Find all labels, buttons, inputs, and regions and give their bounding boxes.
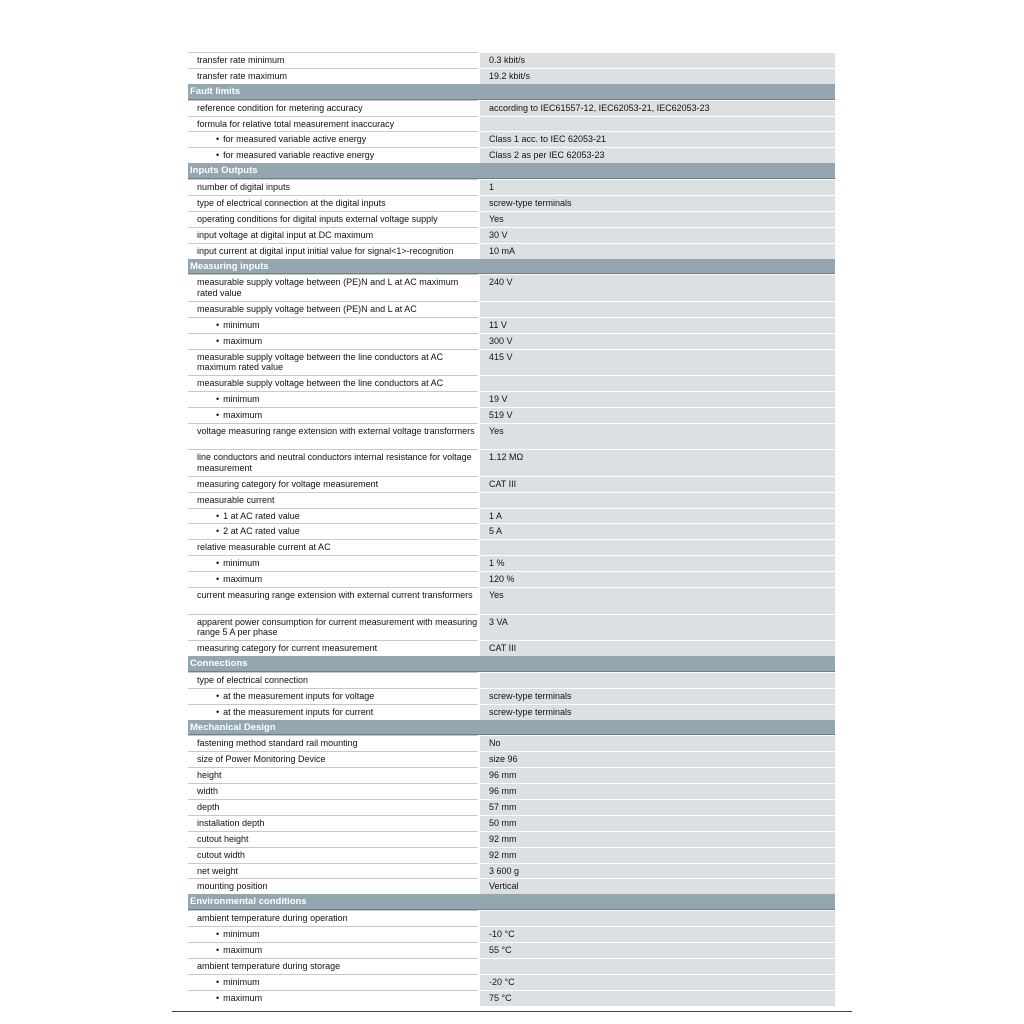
spec-value: CAT III [480,640,835,656]
spec-label: net weight [188,863,478,879]
spec-value [480,116,835,132]
spec-value [480,910,835,926]
spec-label: mounting position [188,878,478,894]
spec-label: measurable supply voltage between the line conductors at AC [188,375,478,391]
spec-value: according to IEC61557-12, IEC62053-21, IEC62053-23 [480,100,835,116]
spec-value: screw-type terminals [480,704,835,720]
spec-label: transfer rate minimum [188,52,478,68]
spec-row [188,68,835,84]
spec-value: 5 A [480,523,835,539]
spec-row [188,523,835,539]
spec-label: cutout height [188,831,478,847]
spec-row [188,301,835,317]
spec-row [188,974,835,990]
spec-row [188,333,835,349]
spec-value: 3 600 g [480,863,835,879]
spec-row [188,274,835,301]
section-header: Mechanical Design [188,720,835,736]
spec-label: • maximum [188,990,478,1006]
spec-label: • maximum [188,333,478,349]
spec-label: installation depth [188,815,478,831]
spec-row [188,555,835,571]
spec-row [188,211,835,227]
spec-row [188,878,835,894]
spec-value: 50 mm [480,815,835,831]
spec-value [480,672,835,688]
spec-value [480,539,835,555]
spec-row [188,863,835,879]
spec-value: 240 V [480,274,835,301]
spec-value: Yes [480,211,835,227]
section-header: Measuring inputs [188,259,835,275]
spec-label: • 1 at AC rated value [188,508,478,524]
spec-value: 1 A [480,508,835,524]
spec-row [188,815,835,831]
spec-value: 1.12 MΩ [480,449,835,476]
spec-row [188,317,835,333]
spec-value: 19.2 kbit/s [480,68,835,84]
spec-label: operating conditions for digital inputs external voltage supply [188,211,478,227]
spec-row [188,52,835,68]
spec-label: • minimum [188,974,478,990]
spec-row [188,476,835,492]
spec-label: input current at digital input initial value for signal<1>-recognition [188,243,478,259]
spec-row [188,423,835,450]
spec-label: number of digital inputs [188,179,478,195]
spec-value: size 96 [480,751,835,767]
spec-value: -10 °C [480,926,835,942]
section-header: Connections [188,656,835,672]
spec-row [188,587,835,614]
spec-value: 19 V [480,391,835,407]
spec-row [188,116,835,132]
spec-row [188,539,835,555]
spec-label: measuring category for current measurement [188,640,478,656]
spec-label: cutout width [188,847,478,863]
spec-value: Class 2 as per IEC 62053-23 [480,147,835,163]
spec-value: screw-type terminals [480,195,835,211]
spec-row [188,926,835,942]
spec-value: 120 % [480,571,835,587]
spec-label: height [188,767,478,783]
spec-label: • maximum [188,571,478,587]
section-header: Fault limits [188,84,835,100]
spec-label: reference condition for metering accuracy [188,100,478,116]
spec-row [188,407,835,423]
spec-row [188,571,835,587]
spec-label: measurable supply voltage between (PE)N and L at AC maximum rated value [188,274,478,301]
spec-row [188,910,835,926]
spec-value: Class 1 acc. to IEC 62053-21 [480,131,835,147]
spec-value: 55 °C [480,942,835,958]
spec-value: 300 V [480,333,835,349]
spec-row [188,783,835,799]
spec-label: size of Power Monitoring Device [188,751,478,767]
spec-value [480,492,835,508]
spec-row [188,492,835,508]
spec-label: • minimum [188,555,478,571]
spec-label: type of electrical connection at the digital inputs [188,195,478,211]
spec-row [188,100,835,116]
spec-value: 519 V [480,407,835,423]
spec-value: 92 mm [480,831,835,847]
spec-value: 1 % [480,555,835,571]
spec-label: transfer rate maximum [188,68,478,84]
spec-label: • for measured variable reactive energy [188,147,478,163]
spec-row [188,227,835,243]
spec-label: • at the measurement inputs for voltage [188,688,478,704]
spec-row [188,958,835,974]
spec-row [188,688,835,704]
spec-row [188,799,835,815]
spec-row [188,449,835,476]
spec-row [188,195,835,211]
spec-value: 415 V [480,349,835,376]
spec-label: apparent power consumption for current measurement with measuring range 5 A per phase [188,614,478,641]
spec-label: width [188,783,478,799]
spec-label: current measuring range extension with external current transformers [188,587,478,614]
spec-row [188,990,835,1006]
spec-value [480,301,835,317]
spec-value: No [480,735,835,751]
spec-row [188,614,835,641]
spec-label: • minimum [188,317,478,333]
spec-value: 57 mm [480,799,835,815]
spec-row [188,847,835,863]
spec-label: • for measured variable active energy [188,131,478,147]
spec-row [188,349,835,376]
spec-label: • maximum [188,942,478,958]
section-header: Environmental conditions [188,894,835,910]
spec-row [188,179,835,195]
page-bottom-rule [172,1011,852,1012]
spec-label: relative measurable current at AC [188,539,478,555]
spec-label: • minimum [188,391,478,407]
spec-label: measurable supply voltage between (PE)N and L at AC [188,301,478,317]
spec-row [188,672,835,688]
spec-label: • 2 at AC rated value [188,523,478,539]
spec-value: 30 V [480,227,835,243]
spec-value: Yes [480,587,835,614]
spec-value: screw-type terminals [480,688,835,704]
spec-value: 1 [480,179,835,195]
spec-value: 96 mm [480,767,835,783]
spec-value: 75 °C [480,990,835,1006]
spec-label: measuring category for voltage measurement [188,476,478,492]
spec-row [188,640,835,656]
spec-value: Vertical [480,878,835,894]
spec-value: 92 mm [480,847,835,863]
spec-value: 11 V [480,317,835,333]
spec-row [188,375,835,391]
spec-value: 0.3 kbit/s [480,52,835,68]
spec-label: line conductors and neutral conductors internal resistance for voltage measurement [188,449,478,476]
spec-label: measurable supply voltage between the line conductors at AC maximum rated value [188,349,478,376]
spec-row [188,508,835,524]
spec-label: • minimum [188,926,478,942]
spec-label: • maximum [188,407,478,423]
spec-label: measurable current [188,492,478,508]
spec-label: ambient temperature during storage [188,958,478,974]
spec-row [188,831,835,847]
spec-value [480,375,835,391]
spec-row [188,751,835,767]
spec-row [188,942,835,958]
spec-value [480,958,835,974]
spec-label: depth [188,799,478,815]
spec-value: 3 VA [480,614,835,641]
spec-value: Yes [480,423,835,450]
spec-label: fastening method standard rail mounting [188,735,478,751]
spec-row [188,391,835,407]
spec-row [188,147,835,163]
spec-value: 10 mA [480,243,835,259]
spec-label: type of electrical connection [188,672,478,688]
spec-label: input voltage at digital input at DC maximum [188,227,478,243]
spec-value: -20 °C [480,974,835,990]
spec-row [188,243,835,259]
section-header: Inputs Outputs [188,163,835,179]
spec-row [188,767,835,783]
spec-table [188,52,835,1006]
spec-label: voltage measuring range extension with external voltage transformers [188,423,478,450]
spec-row [188,131,835,147]
spec-row [188,735,835,751]
spec-value: 96 mm [480,783,835,799]
spec-value: CAT III [480,476,835,492]
spec-row [188,704,835,720]
spec-label: • at the measurement inputs for current [188,704,478,720]
spec-label: formula for relative total measurement inaccuracy [188,116,478,132]
spec-label: ambient temperature during operation [188,910,478,926]
